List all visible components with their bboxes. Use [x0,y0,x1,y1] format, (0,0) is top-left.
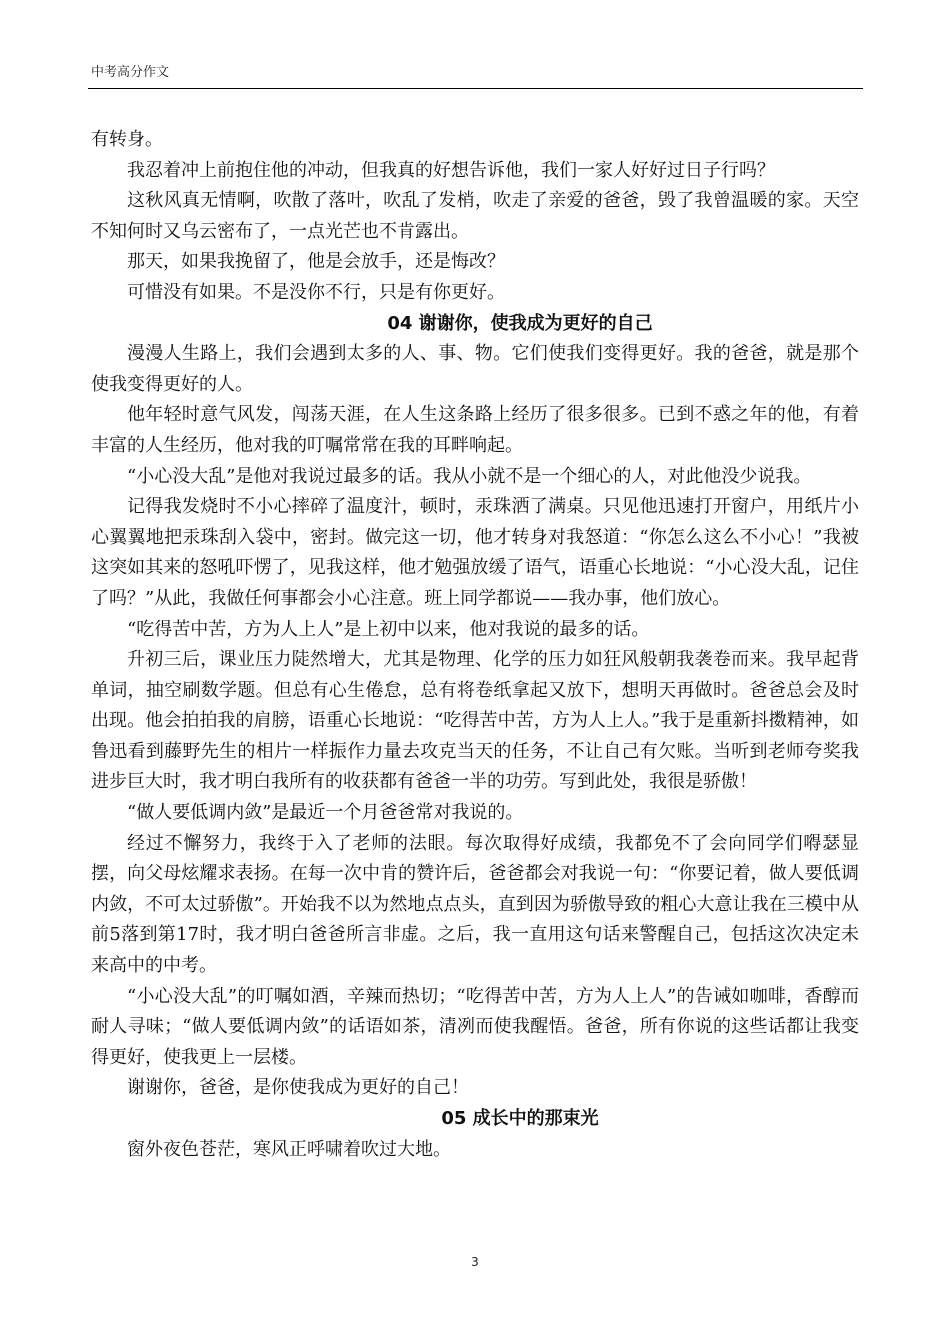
paragraph: 漫漫人生路上，我们会遇到太多的人、事、物。它们使我们变得更好。我的爸爸，就是那个使我变得更好的人。 [91,343,859,395]
paragraph: 谢谢你，爸爸，是你使我成为更好的自己！ [127,1077,469,1099]
header-divider [88,88,863,89]
page-header: 中考高分作文 [91,65,170,80]
paragraph: 那天，如果我挽留了，他是会放手，还是悔改？ [127,251,505,273]
paragraph: “小心没大乱”的叮嘱如酒，辛辣而热切；“吃得苦中苦，方为人上人”的告诫如咖啡，香醇而耐人寻味；“做人要低调内敛”的话语如茶，清冽而使我醒悟。爸爸，所有你说的这些话都让我变得更好，使我更上一层楼。 [91,985,859,1068]
paragraph: “小心没大乱”是他对我说过最多的话。我从小就不是一个细心的人，对此他没少说我。 [127,465,812,487]
paragraph: 他年轻时意气风发，闯荡天涯，在人生这条路上经历了很多很多。已到不惑之年的他，有着丰富的人生经历，他对我的叮嘱常常在我的耳畔响起。 [91,404,859,456]
paragraph: 有转身。 [91,129,163,150]
document-body [91,125,859,1165]
paragraph: 我忍着冲上前抱住他的冲动，但我真的好想告诉他，我们一家人好好过日子行吗？ [127,159,775,181]
paragraph: 升初三后，课业压力陡然增大，尤其是物理、化学的压力如狂风般朝我袭卷而来。我早起背单词，抽空刷数学题。但总有心生倦怠，总有将卷纸拿起又放下，想明天再做时。爸爸总会及时出现。他会拍拍我的肩膀，语重心长地说：“吃得苦中苦，方为人上人。”我于是重新抖擞精神，如鲁迅看到藤野先生的相片一样振作力量去攻克当天的任务，不让自己有欠账。当听到老师夸奖我进步巨大时，我才明白我所有的收获都有爸爸一半的功劳。写到此处，我很是骄傲！ [91,649,859,793]
paragraph: 这秋风真无情啊，吹散了落叶，吹乱了发梢，吹走了亲爱的爸爸，毁了我曾温暖的家。天空不知何时又乌云密布了，一点光芒也不肯露出。 [91,190,859,242]
paragraph: “做人要低调内敛”是最近一个月爸爸常对我说的。 [127,802,524,824]
section-heading-05: 05 成长中的那束光 [441,1108,599,1129]
paragraph: 经过不懈努力，我终于入了老师的法眼。每次取得好成绩，我都免不了会向同学们嘚瑟显摆，向父母炫耀求表扬。在每一次中肯的赞许后，爸爸都会对我说一句：“你要记着，做人要低调内敛，不可太过骄傲”。开始我不以为然地点点头，直到因为骄傲导致的粗心大意让我在三模中从前5落到第17时，我才明白爸爸所言非虚。之后，我一直用这句话来警醒自己，包括这次决定未来高中的中考。 [91,832,859,977]
paragraph: “吃得苦中苦，方为人上人”是上初中以来，他对我说的最多的话。 [127,618,650,640]
section-heading-04: 04 谢谢你，使我成为更好的自己 [387,312,653,334]
paragraph: 可惜没有如果。不是没你不行，只是有你更好。 [127,281,505,303]
page-number: 3 [471,1255,479,1269]
paragraph: 窗外夜色苍茫，寒风正呼啸着吹过大地。 [127,1138,451,1160]
paragraph: 记得我发烧时不小心摔碎了温度汁，顿时，汞珠洒了满桌。只见他迅速打开窗户，用纸片小心翼翼地把汞珠刮入袋中，密封。做完这一切，他才转身对我怒道：“你怎么这么不小心！”我被这突如其来的怒吼吓愣了，见我这样，他才勉强放缓了语气，语重心长地说：“小心没大乱，记住了吗？”从此，我做任何事都会小心注意。班上同学都说——我办事，他们放心。 [91,496,859,609]
